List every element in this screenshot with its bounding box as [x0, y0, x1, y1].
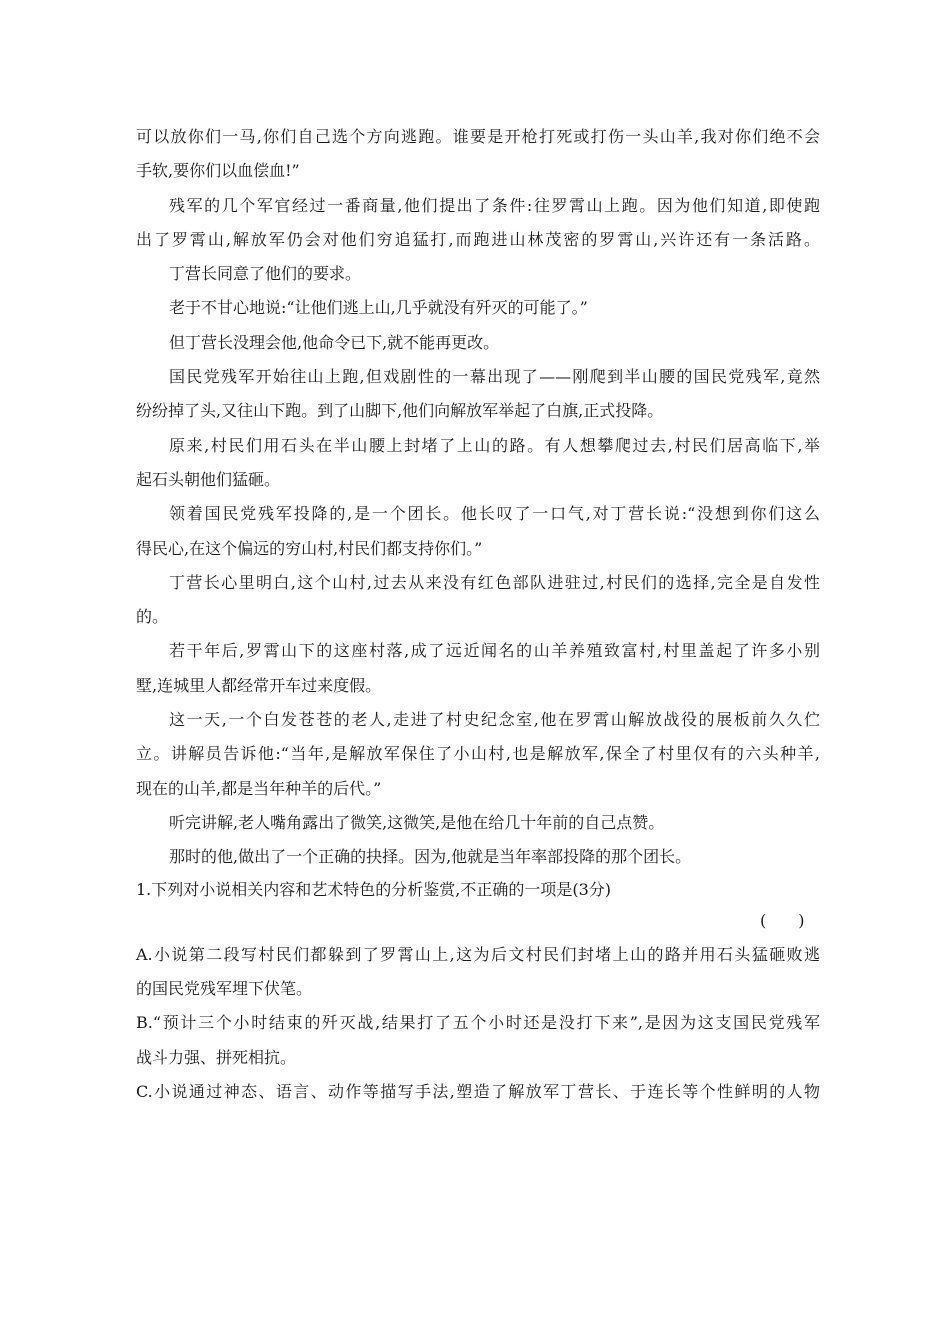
document-text: [136, 120, 820, 1109]
paragraph-first-line: 听完讲解,老人嘴角露出了微笑,这微笑,是他在给几十年前的自己点赞。: [169, 812, 665, 832]
paragraph-first-line: 老于不甘心地说:“让他们逃上山,几乎就没有歼灭的可能了。”: [169, 298, 588, 318]
text-line: 纷纷掉了头,又往山下跑。到了山脚下,他们向解放军举起了白旗,正式投降。: [136, 401, 664, 421]
paragraph-first-line: 国民党残军开始往山上跑,但戏剧性的一幕出现了——刚爬到半山腰的国民党残军,竟然: [169, 367, 820, 387]
option-a-line: A.小说第二段写村民们都躲到了罗霄山上,这为后文村民们封堵上山的路并用石头猛砸败逃: [136, 944, 820, 964]
option-c-line: C.小说通过神态、语言、动作等描写手法,塑造了解放军丁营长、于连长等个性鲜明的人物: [136, 1082, 820, 1102]
text-line: 可以放你们一马,你们自己选个方向逃跑。谁要是开枪打死或打伤一头山羊,我对你们绝不会: [136, 127, 820, 146]
text-line: 得民心,在这个偏远的穷山村,村民们都支持你们。”: [136, 538, 483, 558]
question-stem: 1.下列对小说相关内容和艺术特色的分析鉴赏,不正确的一项是(3分): [136, 879, 612, 899]
paragraph-first-line: 残军的几个军官经过一番商量,他们提出了条件:往罗霄山上跑。因为他们知道,即使跑: [169, 195, 820, 215]
answer-bracket-line: [136, 904, 820, 938]
text-line: 立。讲解员告诉他:“当年,是解放军保住了小山村,也是解放军,保全了村里仅有的六头种羊,: [136, 744, 820, 764]
paragraph-first-line: 这一天,一个白发苍苍的老人,走进了村史纪念室,他在罗霄山解放战役的展板前久久伫: [169, 710, 820, 730]
option-b-line: B.“预计三个小时结束的歼灭战,结果打了五个小时还是没打下来”,是因为这支国民党残军: [136, 1013, 820, 1033]
paragraph-first-line: 若干年后,罗霄山下的这座村落,成了远近闻名的山羊养殖致富村,村里盖起了许多小别: [169, 641, 820, 661]
text-line: 起石头朝他们猛砸。: [136, 469, 281, 489]
paragraph-first-line: 丁营长同意了他们的要求。: [169, 264, 362, 284]
text-line: 出了罗霄山,解放军仍会对他们穷追猛打,而跑进山林茂密的罗霄山,兴许还有一条活路。: [136, 229, 820, 249]
paragraph-first-line: 但丁营长没理会他,他命令已下,就不能再更改。: [169, 332, 500, 352]
text-line: 手软,要你们以血偿血!”: [136, 161, 300, 181]
paragraph-first-line: 那时的他,做出了一个正确的抉择。因为,他就是当年率部投降的那个团长。: [169, 847, 692, 867]
paragraph-first-line: 丁营长心里明白,这个山村,过去从来没有红色部队进驻过,村民们的选择,完全是自发性: [169, 572, 820, 592]
answer-bracket[interactable]: ( ): [760, 910, 805, 930]
text-line: 的。: [136, 607, 169, 627]
text-line: 墅,连城里人都经常开车过来度假。: [136, 675, 382, 695]
option-a-continuation: 的国民党残军埋下伏笔。: [136, 979, 313, 999]
paragraph-first-line: 领着国民党残军投降的,是一个团长。他长叹了一口气,对丁营长说:“没想到你们这么: [169, 504, 820, 524]
text-line: 现在的山羊,都是当年种羊的后代。”: [136, 778, 382, 798]
option-b-continuation: 战斗力强、拼死相抗。: [136, 1047, 297, 1067]
paragraph-first-line: 原来,村民们用石头在半山腰上封堵了上山的路。有人想攀爬过去,村民们居高临下,举: [169, 435, 820, 455]
